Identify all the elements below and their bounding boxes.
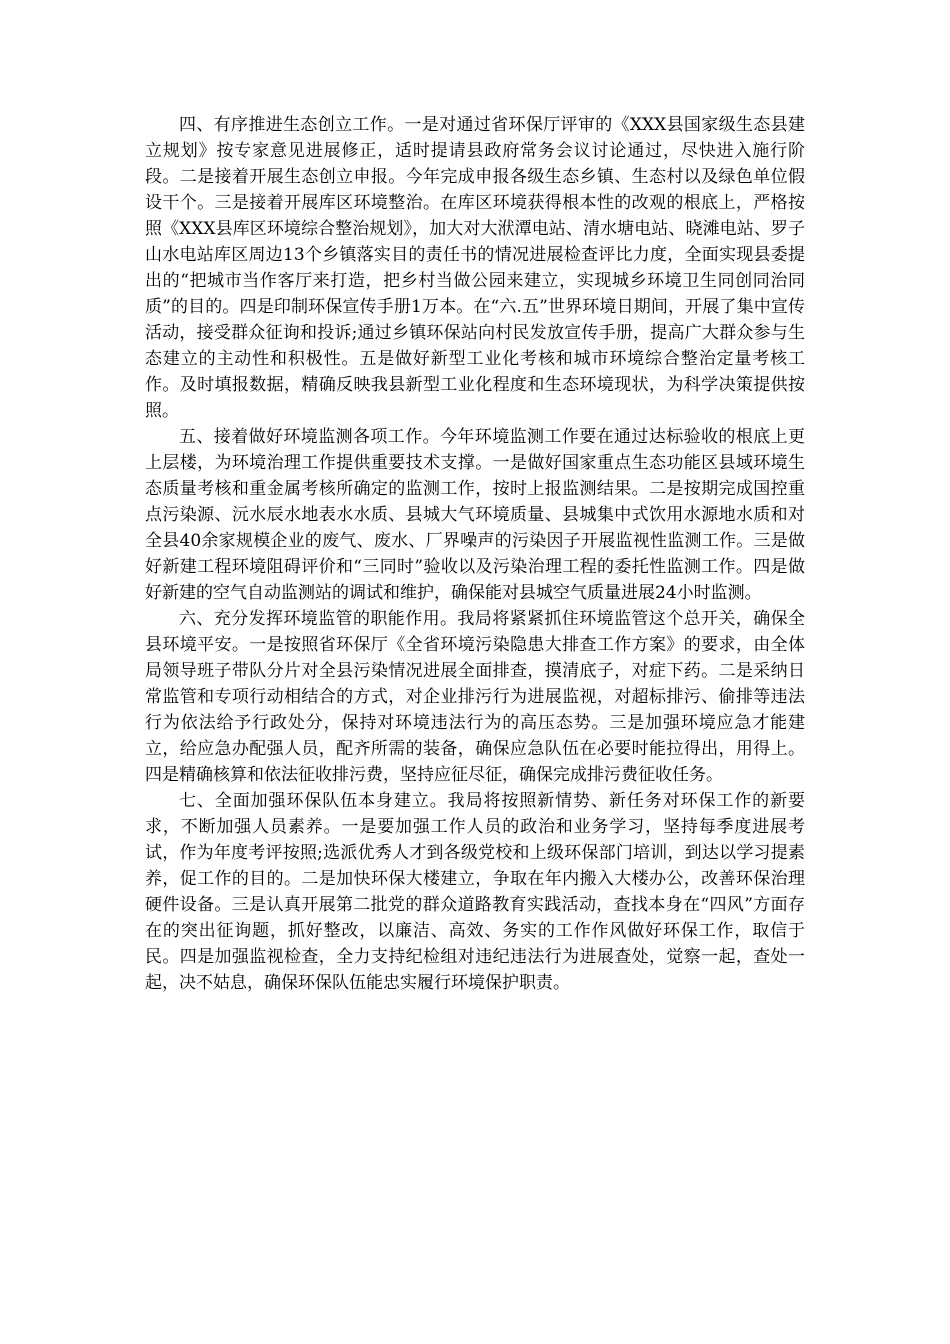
paragraph-section-7: 七、全面加强环保队伍本身建立。我局将按照新情势、新任务对环保工作的新要求，不断加强人员素养。一是要加强工作人员的政治和业务学习，坚持每季度进展考试，作为年度考评按照;选派优秀人才到各级党校和上级环保部门培训，到达以学习提素养，促工作的目的。二是加快环保大楼建立，争取在年内搬入大楼办公，改善环保治理硬件设备。三是认真开展第二批党的群众道路教育实践活动，查找本身在“四风”方面存在的突出征询题，抓好整改，以廉洁、高效、务实的工作作风做好环保工作，取信于民。四是加强监视检查，全力支持纪检组对违纪违法行为进展查处，觉察一起，查处一起，决不姑息，确保环保队伍能忠实履行环境保护职责。	[145, 791, 805, 993]
paragraph-section-4: 四、有序推进生态创立工作。一是对通过省环保厅评审的《XXX县国家级生态县建立规划》按专家意见进展修正，适时提请县政府常务会议讨论通过，尽快进入施行阶段。二是接着开展生态创立申报。今年完成申报各级生态乡镇、生态村以及绿色单位假设干个。三是接着开展库区环境整治。在库区环境获得根本性的改观的根底上，严格按照《XXX县库区环境综合整治规划》，加大对大洑潭电站、清水塘电站、晓滩电站、罗子山水电站库区周边13个乡镇落实目的责任书的情况进展检查评比力度，全面实现县委提出的“把城市当作客厅来打造，把乡村当做公园来建立，实现城乡环境卫生同创同治同质”的目的。四是印制环保宣传手册1万本。在“六.五”世界环境日期间，开展了集中宣传活动，接受群众征询和投诉;通过乡镇环保站向村民发放宣传手册，提高广大群众参与生态建立的主动性和积极性。五是做好新型工业化考核和城市环境综合整治定量考核工作。及时填报数据，精确反映我县新型工业化程度和生态环境现状，为科学决策提供按照。	[145, 115, 805, 421]
paragraph-section-6: 六、充分发挥环境监管的职能作用。我局将紧紧抓住环境监管这个总开关，确保全县环境平安。一是按照省环保厅《全省环境污染隐患大排查工作方案》的要求，由全体局领导班子带队分片对全县污染情况进展全面排查，摸清底子，对症下药。二是采纳日常监管和专项行动相结合的方式，对企业排污行为进展监视，对超标排污、偷排等违法行为依法给予行政处分，保持对环境违法行为的高压态势。三是加强环境应急才能建立，给应急办配强人员，配齐所需的装备，确保应急队伍在必要时能拉得出，用得上。四是精确核算和依法征收排污费，坚持应征尽征，确保完成排污费征收任务。	[145, 609, 805, 785]
paragraph-section-5: 五、接着做好环境监测各项工作。今年环境监测工作要在通过达标验收的根底上更上层楼，为环境治理工作提供重要技术支撑。一是做好国家重点生态功能区县域环境生态质量考核和重金属考核所确定的监测工作，按时上报监测结果。二是按期完成国控重点污染源、沅水辰水地表水水质、县城大气环境质量、县城集中式饮用水源地水质和对全县40余家规模企业的废气、废水、厂界噪声的污染因子开展监视性监测工作。三是做好新建工程环境阻碍评价和“三同时”验收以及污染治理工程的委托性监测工作。四是做好新建的空气自动监测站的调试和维护，确保能对县城空气质量进展24小时监测。	[145, 427, 805, 603]
document-body	[145, 112, 805, 996]
